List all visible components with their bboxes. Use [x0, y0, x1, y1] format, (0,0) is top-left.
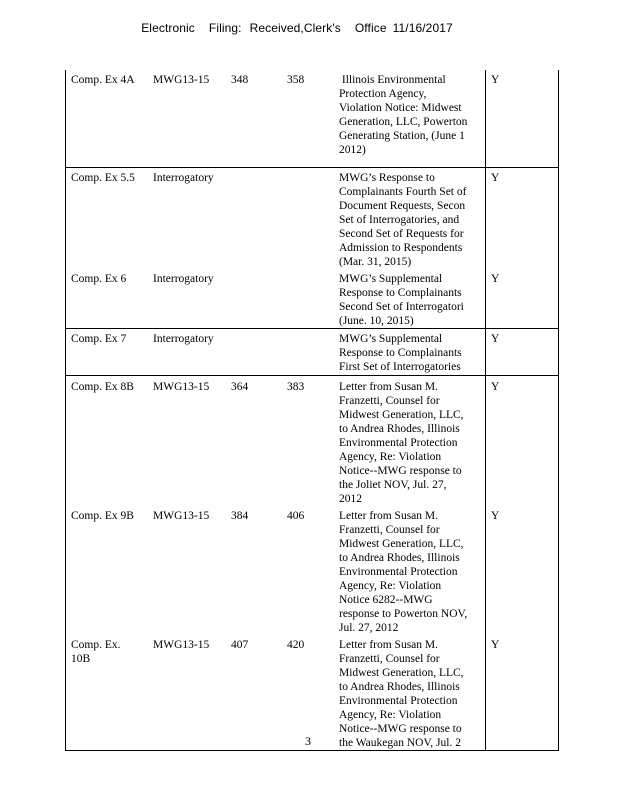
description-line: Protection Agency, — [339, 88, 427, 100]
filing-stamp-header — [0, 20, 606, 36]
description-line: Agency, Re: Violation — [339, 580, 442, 592]
table-row — [66, 376, 559, 507]
exhibit-cell: Comp. Ex 8B — [66, 376, 154, 507]
flag-cell: Y — [486, 269, 559, 329]
description-line: Agency, Re: Violation — [339, 709, 442, 721]
flag-cell: Y — [486, 168, 559, 270]
stamp-word: Office — [354, 21, 387, 35]
description-cell — [339, 506, 486, 635]
source-cell: MWG13-15 — [153, 74, 210, 86]
begin-page-cell — [231, 269, 287, 329]
begin-page-cell — [231, 329, 287, 376]
description-line: Letter from Susan M. — [339, 639, 439, 651]
description-line: Set of Interrogatories, and — [339, 214, 460, 226]
stamp-word: Electronic — [141, 21, 195, 35]
source-cell: MWG13-15 — [153, 639, 210, 651]
table-row — [66, 506, 559, 635]
description-line: Violation Notice: Midwest — [339, 102, 462, 114]
description-line: Notice--MWG response to — [339, 465, 462, 477]
description-line: Letter from Susan M. — [339, 381, 439, 393]
description-line: Admission to Respondents — [339, 242, 463, 254]
exhibit-cell: Comp. Ex 5.5 — [66, 168, 154, 270]
description-cell — [339, 376, 486, 507]
description-line: Document Requests, Secon — [339, 200, 466, 212]
description-line: MWG’s Supplemental — [339, 333, 443, 345]
begin-page-cell — [231, 168, 287, 270]
description-line: 2012) — [339, 144, 366, 156]
description-line: to Andrea Rhodes, Illinois — [339, 423, 460, 435]
description-line: First Set of Interrogatories — [339, 361, 461, 373]
source-cell: Interrogatory — [153, 329, 231, 376]
description-cell — [339, 168, 486, 270]
description-line: the Joliet NOV, Jul. 27, — [339, 479, 447, 491]
begin-page-cell: 348 — [231, 74, 249, 86]
end-page-cell — [287, 168, 339, 270]
description-line: Environmental Protection — [339, 566, 458, 578]
stamp-word: Received,Clerk's — [249, 21, 341, 35]
description-line: Generating Station, (June 1 — [339, 130, 465, 142]
page-number: 3 — [305, 734, 311, 748]
flag-cell: Y — [486, 70, 559, 168]
description-line: MWG’s Supplemental — [339, 273, 443, 285]
description-line: Franzetti, Counsel for — [339, 395, 440, 407]
description-line: Second Set of Interrogatori — [339, 301, 464, 313]
description-cell — [339, 269, 486, 329]
flag-cell: Y — [486, 376, 559, 507]
description-line: Illinois Environmental — [339, 74, 446, 86]
description-cell — [339, 70, 486, 168]
end-page-cell — [287, 269, 339, 329]
description-line: Letter from Susan M. — [339, 510, 439, 522]
end-page-cell: 383 — [287, 376, 339, 507]
description-line: Notice--MWG response to — [339, 723, 462, 735]
source-cell: Interrogatory — [153, 168, 231, 270]
end-page-cell — [287, 329, 339, 376]
exhibit-table — [65, 70, 559, 751]
source-cell: MWG13-15 — [153, 376, 231, 507]
end-page-cell: 406 — [287, 510, 305, 522]
source-cell: Interrogatory — [153, 273, 214, 285]
description-line: Franzetti, Counsel for — [339, 653, 440, 665]
description-line: Response to Complainants — [339, 287, 462, 299]
source-cell: MWG13-15 — [153, 510, 210, 522]
description-line: Midwest Generation, LLC, — [339, 409, 464, 421]
description-line: to Andrea Rhodes, Illinois — [339, 552, 460, 564]
description-line: Generation, LLC, Powerton — [339, 116, 468, 128]
description-line: Jul. 27, 2012 — [339, 622, 399, 634]
begin-page-cell: 364 — [231, 376, 287, 507]
description-line: Complainants Fourth Set of — [339, 186, 467, 198]
description-line: Midwest Generation, LLC, — [339, 538, 464, 550]
begin-page-cell: 407 — [231, 639, 249, 651]
flag-cell: Y — [486, 635, 559, 751]
description-line: Midwest Generation, LLC, — [339, 667, 464, 679]
description-line: (June. 10, 2015) — [339, 315, 414, 327]
table-row — [66, 269, 559, 329]
description-line: Agency, Re: Violation — [339, 451, 442, 463]
description-line: Environmental Protection — [339, 437, 458, 449]
end-page-cell: 358 — [287, 74, 305, 86]
description-line: Second Set of Requests for — [339, 228, 464, 240]
table-row — [66, 168, 559, 270]
description-line: 2012 — [339, 493, 362, 505]
description-line: Response to Complainants — [339, 347, 462, 359]
exhibit-label: Comp. Ex. 10B — [71, 639, 121, 665]
exhibit-cell: Comp. Ex 6 — [71, 273, 127, 285]
description-line: Notice 6282--MWG — [339, 594, 433, 606]
description-line: to Andrea Rhodes, Illinois — [339, 681, 460, 693]
description-line: MWG’s Response to — [339, 172, 435, 184]
stamp-word: Filing: — [208, 21, 242, 35]
exhibit-cell: Comp. Ex 4A — [71, 74, 135, 86]
description-line: Environmental Protection — [339, 695, 458, 707]
end-page-cell: 420 — [287, 639, 305, 651]
table-row — [66, 70, 559, 168]
flag-cell: Y — [486, 329, 559, 376]
description-cell — [339, 329, 486, 376]
description-line: Franzetti, Counsel for — [339, 524, 440, 536]
description-line: response to Powerton NOV, — [339, 608, 468, 620]
flag-cell: Y — [486, 506, 559, 635]
description-line: (Mar. 31, 2015) — [339, 256, 412, 268]
description-line: the Waukegan NOV, Jul. 2 — [339, 737, 461, 749]
table-row — [66, 329, 559, 376]
stamp-date: 11/16/2017 — [392, 21, 453, 35]
exhibit-cell: Comp. Ex 9B — [71, 510, 134, 522]
exhibit-cell: Comp. Ex 7 — [66, 329, 154, 376]
begin-page-cell: 384 — [231, 510, 249, 522]
